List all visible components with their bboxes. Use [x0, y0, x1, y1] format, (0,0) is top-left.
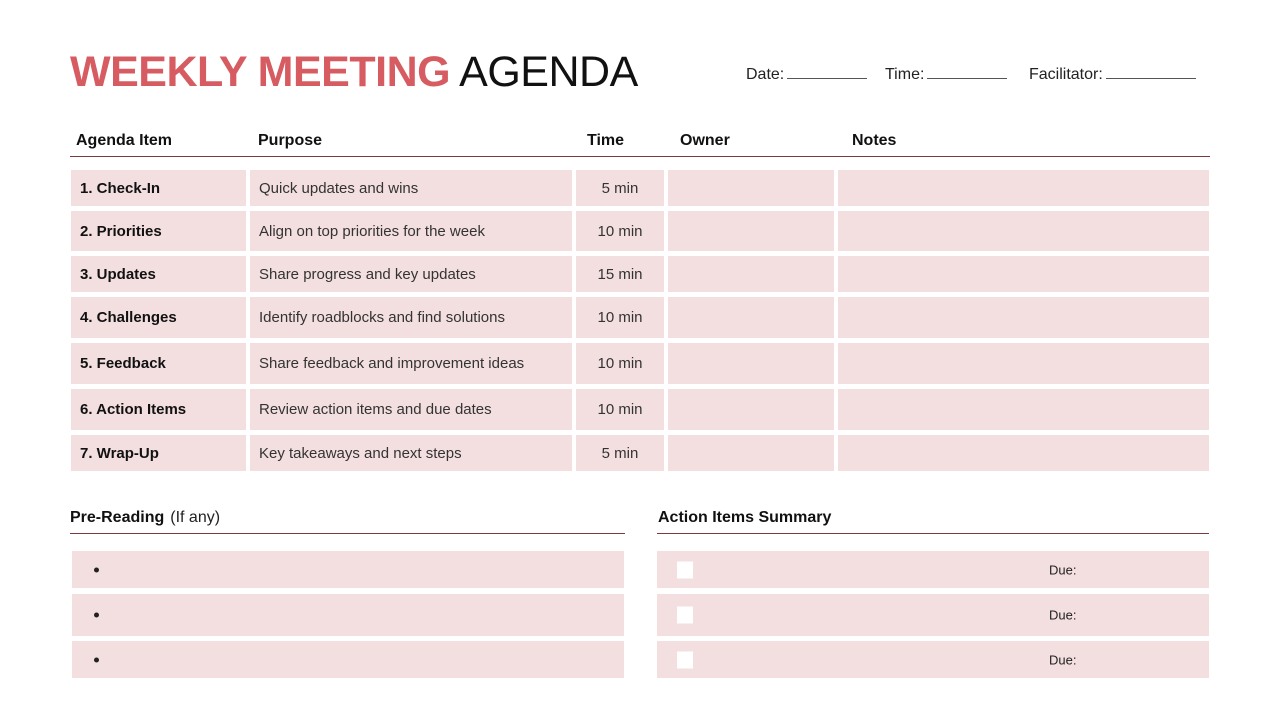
notes-cell[interactable]	[838, 435, 1209, 471]
facilitator-label: Facilitator:	[1029, 66, 1103, 83]
column-header-time: Time	[587, 132, 625, 149]
date-field[interactable]	[746, 62, 867, 84]
pre-reading-item[interactable]	[72, 641, 624, 678]
owner-cell[interactable]	[668, 343, 834, 384]
time-label: Time:	[885, 66, 925, 83]
action-summary-divider	[657, 533, 1209, 534]
date-label: Date:	[746, 66, 785, 83]
notes-cell[interactable]	[838, 343, 1209, 384]
due-label: Due:	[1049, 652, 1077, 667]
owner-cell[interactable]	[668, 211, 834, 251]
purpose-cell: Share feedback and improvement ideas	[250, 343, 572, 384]
column-header-purpose: Purpose	[258, 132, 323, 149]
facilitator-line[interactable]	[1106, 62, 1196, 79]
owner-cell[interactable]	[668, 297, 834, 338]
facilitator-field[interactable]	[1029, 62, 1196, 84]
purpose-cell: Identify roadblocks and find solutions	[250, 297, 572, 338]
notes-cell[interactable]	[838, 170, 1209, 206]
page-title	[70, 46, 638, 98]
time-cell: 10 min	[576, 211, 664, 251]
owner-cell[interactable]	[668, 389, 834, 430]
time-cell: 5 min	[576, 435, 664, 471]
notes-cell[interactable]	[838, 297, 1209, 338]
pre-reading-item[interactable]	[72, 551, 624, 588]
table-header-divider	[70, 156, 1210, 157]
title-accent: WEEKLY MEETING	[70, 48, 451, 96]
checkbox-icon[interactable]	[677, 651, 693, 668]
pre-reading-divider	[70, 533, 625, 534]
time-line[interactable]	[927, 62, 1007, 79]
date-line[interactable]	[787, 62, 867, 79]
purpose-cell: Share progress and key updates	[250, 256, 572, 292]
time-cell: 5 min	[576, 170, 664, 206]
pre-reading-subtitle: (If any)	[170, 509, 221, 526]
pre-reading-item[interactable]	[72, 594, 624, 636]
checkbox-icon[interactable]	[677, 561, 693, 578]
bullet-icon	[94, 657, 99, 662]
action-summary-item	[657, 594, 1209, 636]
owner-cell[interactable]	[668, 435, 834, 471]
agenda-item-cell: 3. Updates	[71, 256, 246, 292]
bullet-icon	[94, 567, 99, 572]
pre-reading-heading	[70, 509, 220, 527]
due-label: Due:	[1049, 607, 1077, 623]
notes-cell[interactable]	[838, 389, 1209, 430]
column-header-agenda-item: Agenda Item	[76, 132, 173, 149]
title-rest: AGENDA	[459, 48, 638, 96]
time-cell: 10 min	[576, 297, 664, 338]
agenda-item-cell: 4. Challenges	[71, 297, 246, 338]
agenda-item-cell: 5. Feedback	[71, 343, 246, 384]
notes-cell[interactable]	[838, 256, 1209, 292]
pre-reading-title: Pre-Reading	[70, 509, 165, 526]
time-cell: 10 min	[576, 389, 664, 430]
time-cell: 15 min	[576, 256, 664, 292]
purpose-cell: Align on top priorities for the week	[250, 211, 572, 251]
bullet-icon	[94, 613, 99, 618]
purpose-cell: Quick updates and wins	[250, 170, 572, 206]
action-summary-item	[657, 551, 1209, 588]
purpose-cell: Key takeaways and next steps	[250, 435, 572, 471]
owner-cell[interactable]	[668, 256, 834, 292]
time-cell: 10 min	[576, 343, 664, 384]
agenda-item-cell: 6. Action Items	[71, 389, 246, 430]
owner-cell[interactable]	[668, 170, 834, 206]
action-summary-heading: Action Items Summary	[658, 509, 832, 526]
time-field[interactable]	[885, 62, 1007, 84]
agenda-item-cell: 7. Wrap-Up	[71, 435, 246, 471]
column-header-owner: Owner	[680, 132, 730, 149]
purpose-cell: Review action items and due dates	[250, 389, 572, 430]
action-summary-item	[657, 641, 1209, 678]
notes-cell[interactable]	[838, 211, 1209, 251]
agenda-item-cell: 1. Check-In	[71, 170, 246, 206]
column-header-notes: Notes	[852, 132, 897, 149]
due-label: Due:	[1049, 562, 1077, 577]
agenda-item-cell: 2. Priorities	[71, 211, 246, 251]
checkbox-icon[interactable]	[677, 607, 693, 624]
